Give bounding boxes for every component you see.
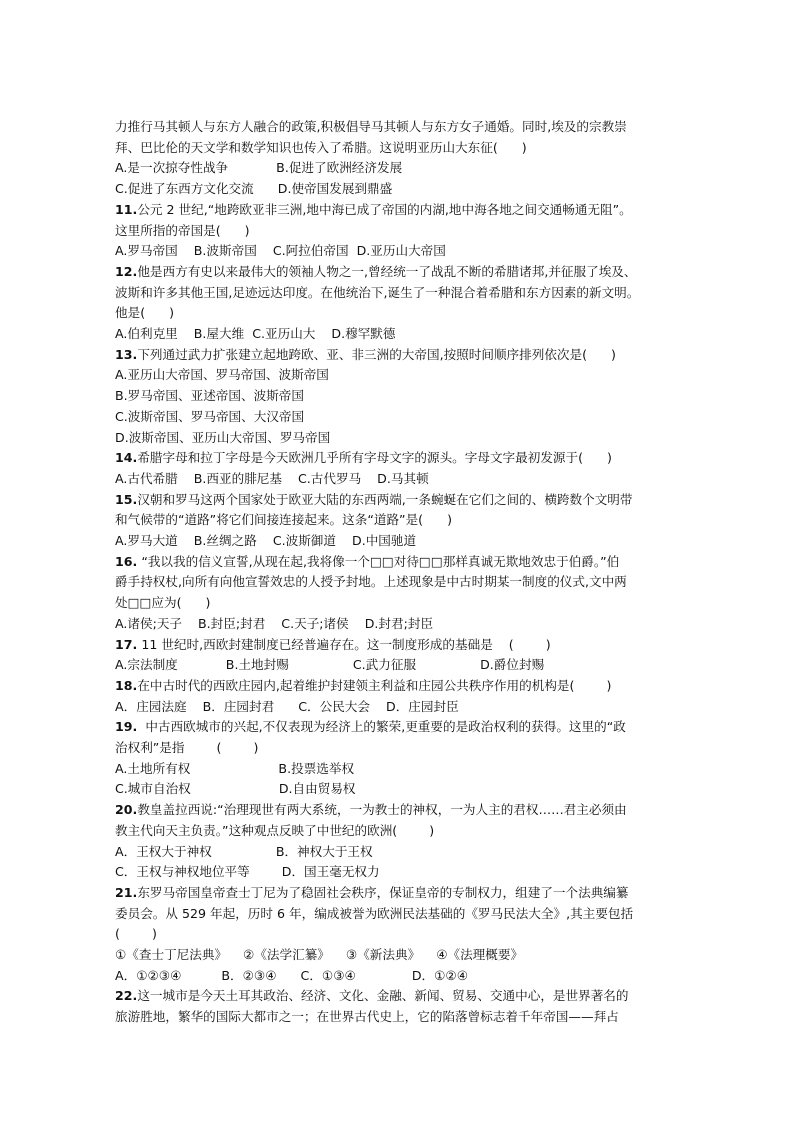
line-text: 教主代向天主负责。”这种观点反映了中世纪的欧洲( ) (115, 822, 435, 838)
text-line (115, 779, 356, 799)
text-line (115, 904, 633, 924)
line-text: 处□□应为( ) (115, 595, 211, 611)
text-line (115, 759, 354, 779)
question-number: 16. (115, 553, 138, 569)
line-text: 希腊字母和拉丁字母是今天欧洲几乎所有字母文字的源头。字母文字最初发源于( ) (137, 450, 612, 466)
line-text: 在中古时代的西欧庄园内,起着维护封建领主利益和庄园公共秩序作用的机构是( ) (137, 677, 612, 693)
line-text: A.古代希腊 B.西亚的腓尼基 C.古代罗马 D.马其顿 (115, 470, 429, 486)
line-text: A．①②③④ B．②③④ C．①③④ D．①②④ (115, 967, 468, 983)
text-line (115, 531, 416, 551)
line-text: D.波斯帝国、亚历山大帝国、罗马帝国 (115, 429, 331, 445)
text-line (115, 428, 330, 448)
line-text: 他是西方有史以来最伟大的领袖人物之一,曾经统一了战乱不断的希腊诸邦,并征服了埃及、 (137, 263, 637, 279)
line-text: A.土地所有权 B.投票选举权 (115, 760, 355, 776)
line-text: 11 世纪时,西欧封建制度已经普遍存在。这一制度形成的基础是 ( ) (137, 636, 551, 652)
text-line (115, 800, 627, 820)
text-line (115, 386, 304, 406)
line-text: 他是( ) (115, 305, 175, 321)
line-text: 中古西欧城市的兴起,不仅表现为经济上的繁荣,更重要的是政治权利的获得。这里的“政 (137, 719, 626, 735)
line-text: A.罗马大道 B.丝绸之路 C.波斯御道 D.中国驰道 (115, 533, 417, 548)
text-line (115, 883, 628, 903)
text-line (115, 448, 612, 468)
text-line (115, 614, 433, 634)
text-line (115, 1007, 619, 1027)
text-line (115, 262, 636, 282)
line-text: A.亚历山大帝国、罗马帝国、波斯帝国 (115, 367, 329, 383)
text-line (115, 924, 157, 944)
line-text: A．庄园法庭 B．庄园封君 C．公民大会 D．庄园封臣 (115, 698, 459, 714)
text-line (115, 552, 619, 572)
line-text: 委员会。从 529 年起，历时 6 年，编成被誉为欧洲民法基础的《罗马民法大全》,其主要包括 (115, 905, 634, 921)
line-text: A.伯利克里 B.屋大维 C.亚历山大 D.穆罕默德 (115, 326, 396, 341)
text-line (115, 593, 210, 613)
text-line (115, 407, 304, 427)
text-line (115, 676, 611, 696)
question-number: 12. (115, 263, 138, 279)
line-text: 这里所指的帝国是( ) (115, 222, 250, 238)
text-line (115, 821, 434, 841)
line-text: 公元 2 世纪,“地跨欧亚非三洲,地中海已成了帝国的内湖,地中海各地之间交通畅通无阻”。 (137, 201, 632, 217)
question-number: 22. (115, 988, 138, 1004)
text-line (115, 303, 174, 323)
text-line (115, 635, 551, 655)
text-line (115, 324, 395, 344)
text-line (115, 862, 380, 882)
text-line (115, 469, 429, 489)
line-text: 拜、巴比伦的天文学和数学知识也传入了希腊。这说明亚历山大东征( ) (115, 139, 527, 155)
line-text: 旅游胜地，繁华的国际大都市之一；在世界古代史上，它的陷落曾标志着千年帝国——拜占 (115, 1009, 619, 1025)
line-text: C.波斯帝国、罗马帝国、大汉帝国 (115, 408, 305, 424)
text-line (115, 986, 628, 1006)
line-text: 汉朝和罗马这两个国家处于欧亚大陆的东西两端,一条蜿蜒在它们之间的、横跨数个文明带 (137, 491, 633, 507)
text-line (115, 945, 523, 965)
text-line (115, 241, 446, 261)
question-number: 21. (115, 884, 138, 900)
line-text: ( ) (115, 926, 157, 942)
text-line (115, 510, 452, 530)
question-number: 13. (115, 346, 138, 362)
question-number: 18. (115, 677, 138, 693)
line-text: C．王权与神权地位平等 D．国王毫无权力 (115, 864, 380, 880)
text-line (115, 138, 527, 158)
line-text: 东罗马帝国皇帝查士丁尼为了稳固社会秩序，保证皇帝的专制权力，组建了一个法典编纂 (137, 884, 629, 900)
text-line (115, 842, 373, 862)
text-line (115, 158, 402, 178)
line-text: 治权利”是指 ( ) (115, 740, 259, 755)
question-number: 14. (115, 450, 138, 466)
text-line (115, 345, 616, 365)
line-text: 下列通过武力扩张建立起地跨欧、亚、非三洲的大帝国,按照时间顺序排列依次是( ) (137, 346, 616, 362)
line-text: 和气候带的“道路”将它们间接连接起来。这条“道路”是( ) (115, 512, 453, 528)
text-line (115, 283, 639, 303)
text-line (115, 738, 258, 758)
line-text: B.罗马帝国、亚述帝国、波斯帝国 (115, 388, 304, 404)
line-text: 波斯和许多其他王国,足迹远达印度。在他统治下,诞生了一种混合着希腊和东方因素的新文明。 (115, 284, 640, 300)
question-number: 15. (115, 491, 138, 507)
text-line (115, 365, 329, 385)
question-number: 17. (115, 636, 138, 652)
question-number: 20. (115, 802, 138, 818)
text-line (115, 200, 632, 220)
text-line (115, 117, 627, 137)
line-text: A.宗法制度 B.土地封赐 C.武力征服 D.爵位封赐 (115, 657, 545, 673)
text-line (115, 179, 392, 199)
line-text: A.罗马帝国 B.波斯帝国 C.阿拉伯帝国 D.亚历山大帝国 (115, 243, 446, 259)
line-text: A.是一次掠夺性战争 B.促进了欧洲经济发展 (115, 160, 403, 176)
text-line (115, 966, 468, 986)
line-text: “我以我的信义宣誓,从现在起,我将像一个□□对待□□那样真诚无欺地效忠于伯爵。”伯 (137, 553, 620, 569)
text-line (115, 221, 250, 241)
line-text: 这一城市是今天土耳其政治、经济、文化、金融、新闻、贸易、交通中心，是世界著名的 (137, 988, 629, 1004)
line-text: C.促进了东西方文化交流 D.使帝国发展到鼎盛 (115, 181, 393, 197)
line-text: A．王权大于神权 B．神权大于王权 (115, 843, 373, 859)
text-line (115, 717, 626, 737)
line-text: 教皇盖拉西说:“治理现世有两大系统，一为教士的神权，一为人主的君权……君主必须由 (137, 802, 627, 818)
question-number: 19. (115, 719, 138, 735)
question-number: 11. (115, 201, 138, 217)
text-line (115, 572, 627, 592)
text-line (115, 490, 632, 510)
line-text: 力推行马其顿人与东方人融合的政策,积极倡导马其顿人与东方女子通婚。同时,埃及的宗教崇 (115, 119, 627, 134)
line-text: C.城市自治权 D.自由贸易权 (115, 781, 356, 797)
line-text: A.诸侯;天子 B.封臣;封君 C.天子;诸侯 D.封君;封臣 (115, 615, 434, 631)
line-text: 爵手持权杖,向所有向他宣誓效忠的人授予封地。上述现象是中古时期某一制度的仪式,文中两 (115, 574, 627, 590)
text-line (115, 697, 459, 717)
text-line (115, 655, 544, 675)
line-text: ①《查士丁尼法典》 ②《法学汇纂》 ③《新法典》 ④《法理概要》 (115, 947, 524, 962)
